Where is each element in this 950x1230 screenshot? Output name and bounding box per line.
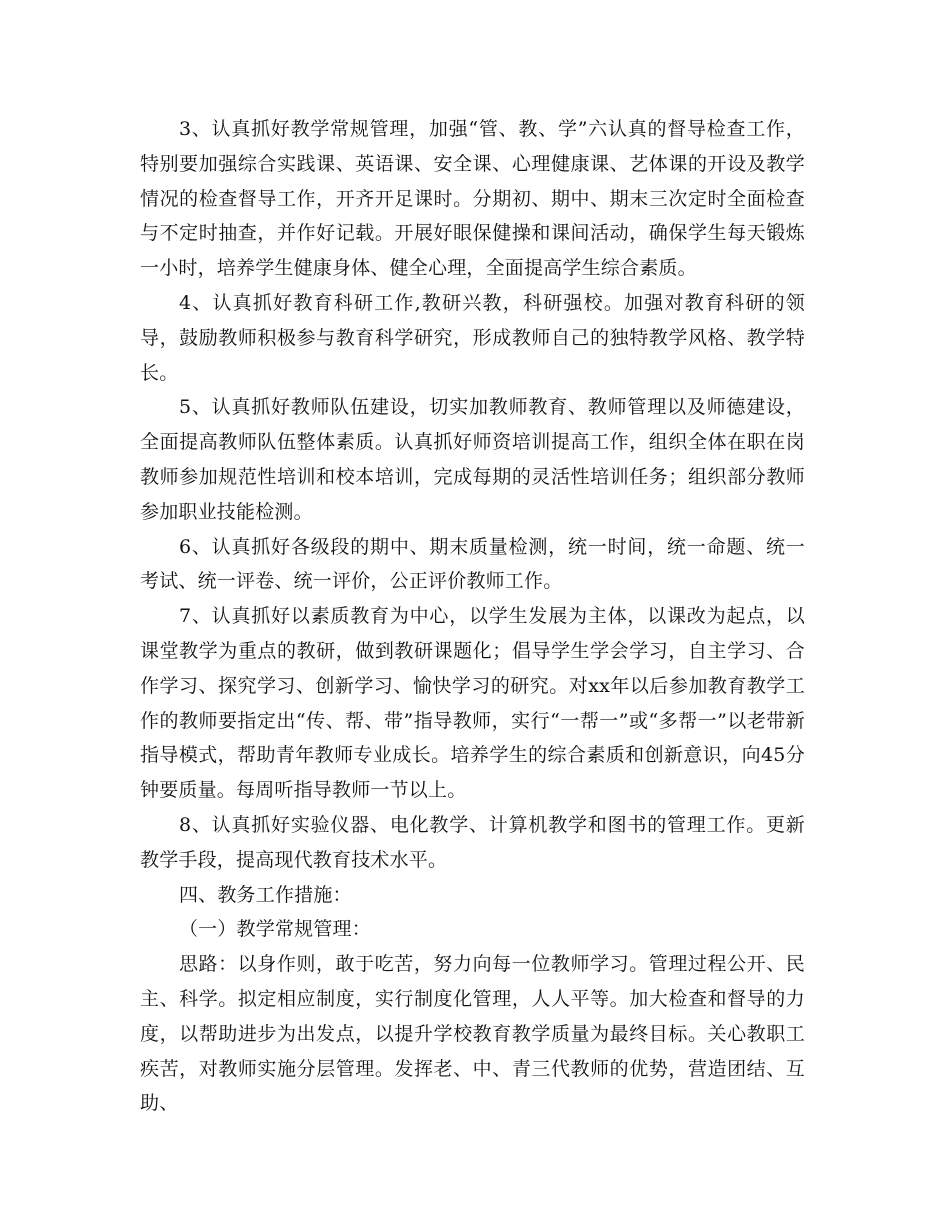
paragraph-item-4: 4、认真抓好教育科研工作,教研兴教，科研强校。加强对教育科研的领导，鼓励教师积极参与教育科学研究，形成教师自己的独特教学风格、教学特长。 (140, 291, 805, 384)
paragraph-item-5: 5、认真抓好教师队伍建设，切实加教师教育、教师管理以及师德建设，全面提高教师队伍整体素质。认真抓好师资培训提高工作，组织全体在职在岗教师参加规范性培训和校本培训，完成每期的灵活性培训任务；组织部分教师参加职业技能检测。 (140, 396, 805, 523)
paragraph-item-8: 8、认真抓好实验仪器、电化教学、计算机教学和图书的管理工作。更新教学手段，提高现代教育技术水平。 (140, 813, 805, 871)
paragraph-approach: 思路：以身作则，敢于吃苦，努力向每一位教师学习。管理过程公开、民主、科学。拟定相应制度，实行制度化管理，人人平等。加大检查和督导的力度，以帮助进步为出发点，以提升学校教育教学质量为最终目标。关心教职工疾苦，对教师实施分层管理。发挥老、中、青三代教师的优势，营造团结、互助、 (140, 953, 805, 1115)
paragraph-item-3: 3、认真抓好教学常规管理，加强“管、教、学”六认真的督导检查工作，特别要加强综合实践课、英语课、安全课、心理健康课、艺体课的开设及教学情况的检查督导工作，开齐开足课时。分期初、期中、期末三次定时全面检查与不定时抽查，并作好记载。开展好眼保健操和课间活动，确保学生每天锻炼一小时，培养学生健康身体、健全心理，全面提高学生综合素质。 (140, 118, 805, 280)
subsection-heading: （一）教学常规管理： (178, 918, 371, 941)
paragraph-item-7: 7、认真抓好以素质教育为中心，以学生发展为主体，以课改为起点，以课堂教学为重点的教研，做到教研课题化；倡导学生学会学习，自主学习、合作学习、探究学习、创新学习、愉快学习的研究。对xx年以后参加教育教学工作的教师要指定出“传、帮、带”指导教师，实行“一帮一”或“多帮一”以老带新指导模式，帮助青年教师专业成长。培养学生的综合素质和创新意识，向45分钟要质量。每周听指导教师一节以上。 (140, 605, 805, 802)
paragraph-item-6: 6、认真抓好各级段的期中、期末质量检测，统一时间，统一命题、统一考试、统一评卷、统一评价，公正评价教师工作。 (140, 535, 805, 593)
section-heading: 四、教务工作措施： (178, 883, 352, 906)
document-body (140, 112, 805, 1121)
